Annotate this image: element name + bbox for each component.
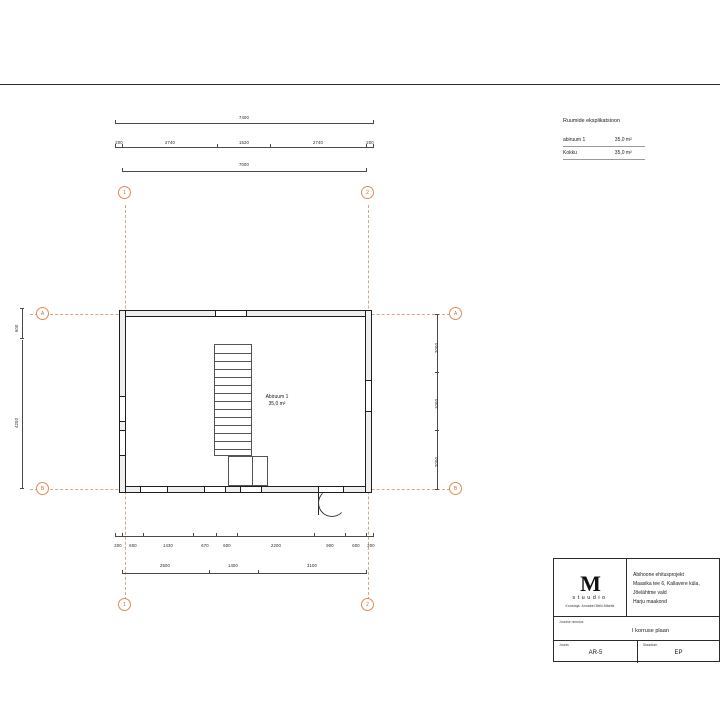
drawing-number-value: AR-5 bbox=[588, 650, 603, 656]
dim-bottom-group-2: 3100 bbox=[306, 563, 318, 568]
dim-tick bbox=[20, 488, 24, 489]
dim-tick bbox=[314, 533, 315, 537]
window-left-upper bbox=[119, 396, 126, 422]
title-block-bottom bbox=[554, 641, 719, 663]
stair-landing bbox=[228, 456, 268, 486]
studio-logo bbox=[554, 559, 627, 616]
project-line-3: Harju maakond bbox=[633, 599, 667, 605]
dim-bottom-chain-7: 600 bbox=[352, 543, 360, 548]
sheet-top-border bbox=[0, 84, 720, 85]
window-bottom-2 bbox=[204, 486, 226, 493]
door-swing-arc bbox=[318, 489, 346, 517]
drawing-name-value: I korruse plaan bbox=[632, 628, 670, 634]
dim-bottom-chain-6: 900 bbox=[326, 543, 334, 548]
dim-tick bbox=[122, 168, 123, 172]
dim-tick bbox=[216, 533, 217, 537]
dim-top-second-line bbox=[122, 171, 366, 172]
door-bottom-opening bbox=[240, 486, 262, 493]
dim-tick bbox=[193, 533, 194, 537]
room-label bbox=[266, 394, 289, 408]
dim-left-0: 600 bbox=[14, 324, 19, 332]
schedule-room-name: abiruum 1 bbox=[563, 134, 593, 147]
dim-tick bbox=[122, 570, 123, 574]
title-block-top bbox=[554, 559, 719, 617]
dim-left-1: 4200 bbox=[14, 417, 19, 428]
staircase bbox=[214, 344, 252, 456]
dim-bottom-group-0: 2500 bbox=[159, 563, 171, 568]
table-row bbox=[563, 147, 645, 160]
stage-cell bbox=[638, 641, 719, 663]
dim-right-2: 2000 bbox=[434, 456, 439, 467]
dim-top-chain-1: 2740 bbox=[164, 140, 176, 145]
dim-top-overall: 7400 bbox=[238, 115, 250, 120]
window-right bbox=[365, 380, 372, 412]
dim-top-overall-line bbox=[115, 123, 373, 124]
schedule-title: Ruumide eksplikatsioon bbox=[563, 118, 620, 124]
dim-bottom-chain-8: 200 bbox=[367, 543, 375, 548]
dim-tick bbox=[366, 168, 367, 172]
title-block bbox=[553, 558, 720, 662]
window-bottom-1 bbox=[140, 486, 168, 493]
dim-tick bbox=[122, 533, 123, 537]
dim-tick bbox=[115, 120, 116, 124]
dim-bottom-group-1: 1400 bbox=[227, 563, 239, 568]
dim-tick bbox=[435, 489, 439, 490]
dim-top-chain-4: 200 bbox=[366, 140, 374, 145]
dim-right-0: 2000 bbox=[434, 342, 439, 353]
dim-top-chain-3: 2740 bbox=[312, 140, 324, 145]
dim-tick bbox=[237, 533, 238, 537]
schedule-room-area: 35,0 m² bbox=[593, 134, 645, 147]
drawing-number-caption: Joonis bbox=[559, 643, 569, 647]
dim-bottom-group-line bbox=[122, 573, 366, 574]
dim-bottom-chain-line bbox=[115, 536, 373, 537]
project-line-1: Abihoone ehitusprojekt bbox=[633, 572, 684, 578]
dim-bottom-chain-1: 600 bbox=[129, 543, 137, 548]
dim-bottom-chain-5: 2200 bbox=[270, 543, 282, 548]
dim-tick bbox=[258, 570, 259, 574]
window-left-lower bbox=[119, 430, 126, 456]
dim-right-1: 1000 bbox=[434, 398, 439, 409]
project-line-2: Maasika tee 6, Kallavere küla, Jõelähtme vald bbox=[633, 581, 700, 596]
grid-bubble-1-bottom: 1 bbox=[118, 598, 131, 611]
dim-tick bbox=[20, 338, 24, 339]
project-info bbox=[627, 559, 719, 616]
dim-top-chain-0: 200 bbox=[115, 140, 123, 145]
table-row bbox=[563, 134, 645, 147]
dim-left-4200-line bbox=[22, 340, 23, 488]
drawing-name-caption: Joonise nimetus bbox=[559, 620, 584, 624]
logo-word: stuudio bbox=[572, 594, 608, 601]
drawing-number-cell bbox=[554, 641, 638, 663]
dim-left-600-line bbox=[22, 308, 23, 338]
dim-tick bbox=[435, 372, 439, 373]
dim-bottom-chain-2: 1430 bbox=[162, 543, 174, 548]
dim-top-second: 7000 bbox=[238, 162, 250, 167]
dim-bottom-chain-3: 670 bbox=[201, 543, 209, 548]
dim-tick bbox=[435, 430, 439, 431]
room-name: Abiruum 1 bbox=[265, 394, 289, 400]
logo-mark: M bbox=[580, 570, 600, 596]
dim-tick bbox=[373, 533, 374, 537]
room-schedule bbox=[563, 118, 673, 160]
dim-tick bbox=[270, 144, 271, 148]
grid-bubble-2-top: 2 bbox=[361, 186, 374, 199]
dim-tick bbox=[217, 144, 218, 148]
stage-value: EP bbox=[674, 650, 683, 656]
dim-tick bbox=[345, 533, 346, 537]
grid-bubble-2-bottom: 2 bbox=[361, 598, 374, 611]
dim-tick bbox=[115, 533, 116, 537]
dim-tick bbox=[366, 533, 367, 537]
window-top bbox=[215, 310, 247, 317]
grid-bubble-B-right: B bbox=[449, 482, 462, 495]
stage-caption: Staadium bbox=[643, 643, 658, 647]
grid-bubble-B-left: B bbox=[36, 482, 49, 495]
stair-landing-divider bbox=[252, 456, 253, 486]
drawing-name-row bbox=[554, 617, 719, 641]
dim-bottom-chain-0: 200 bbox=[114, 543, 122, 548]
grid-bubble-A-right: A bbox=[449, 307, 462, 320]
dim-tick bbox=[366, 570, 367, 574]
dim-bottom-chain-4: 600 bbox=[223, 543, 231, 548]
schedule-table bbox=[563, 134, 645, 160]
schedule-total-area: 35,0 m² bbox=[593, 147, 645, 160]
dim-top-chain-2: 1520 bbox=[238, 140, 250, 145]
dim-top-chain-line bbox=[115, 147, 373, 148]
room-area: 35,0 m² bbox=[268, 401, 286, 407]
grid-bubble-1-top: 1 bbox=[118, 186, 131, 199]
dim-tick bbox=[143, 533, 144, 537]
logo-author: Koostaja: Annabel Mett-Mäelts bbox=[565, 603, 615, 608]
dim-tick bbox=[435, 314, 439, 315]
schedule-total-label: Kokku bbox=[563, 147, 593, 160]
dim-tick bbox=[20, 308, 24, 309]
dim-tick bbox=[373, 120, 374, 124]
grid-bubble-A-left: A bbox=[36, 307, 49, 320]
dim-tick bbox=[209, 570, 210, 574]
